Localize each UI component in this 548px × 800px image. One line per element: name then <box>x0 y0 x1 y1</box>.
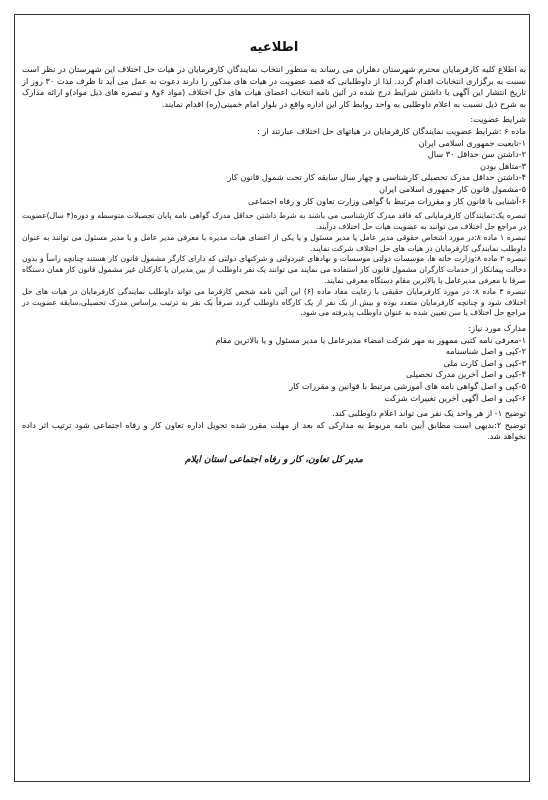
note-paragraph: تبصره یک:نمایندگان کارفرمایانی که فاقد مدرک کارشناسی می باشند به شرط داشتن حداقل مدرک گواهی نامه پایان تحصیلات متوسطه و دوره(۴ سال)عضویت در مراجع حل اختلاف می توانند به عضویت هیات حل اختلاف درآیند. <box>22 211 527 231</box>
documents-heading: مدارک مورد نیاز: <box>468 323 526 334</box>
document-item: ۱-معرفی نامه کتبی ممهور به مهر شرکت امضاء مدیرعامل یا مدیر مسئول و یا بالاترین مقام <box>215 334 526 345</box>
condition-item: ۶-آشنایی با قانون کار و مقررات مرتبط با گواهی وزارت تعاون کار و رفاه اجتماعی <box>248 195 526 206</box>
note-paragraph: تبصره ۳ ماده ۸: در مورد کارفرمایان حقیقی با رعایت مفاد ماده (۶) این آئین نامه شخص کارفرما می تواند داوطلب نمایندگی کارفرمایان در هیات های حل اختلاف شود و چنانچه کارفرمایان متعدد بوده و بیش از یک نفر از یک کارگاه داوطلب گردد صرفاً یک نفر به ترتیب براساس مدرک تحصیلی،سابقه عضویت در مراجع حل اختلاف یا سن تعیین شده به عنوان داوطلب پذیرفته می شود. <box>22 286 526 318</box>
article6-heading: ماده ۶ :شرایط عضویت نمایندگان کارفرمایان در هیاتهای حل اختلاف عبارتند از : <box>257 125 526 136</box>
note-paragraph: تبصره ۲ ماده ۸:وزارت خانه ها، موسسات دولتی موسسات و نهادهای غیردولتی و شرکتهای دولتی که دارای کارگر مشمول قانون کار هستند چنانچه راساً و بدون دخالت پیمانکار از خدمات کارگران مشمول قانون کار استفاده می نمایند می توانند یک نفر داوطلب از بین مدیران یا کارکنان غیر مشمول قانون کار همان دستگاه صرفا با معرفی مدیرعامل یا بالاترین مقام دستگاه معرفی نمایند. <box>22 254 526 285</box>
document-item: ۳-کپی و اصل کارت ملی <box>443 357 526 368</box>
explanation-item: توضیح ۲:بدیهی است مطابق آیین نامه مربوط به مدارکی که بعد از مهلت مقرر شده تحویل اداره تعاون کار و رفاه اجتماعی شود ترتیب اثر داده نخواهد شد. <box>22 419 526 442</box>
condition-item: ۲-داشتن سن حداقل ۳۰ سال <box>427 149 526 160</box>
note-paragraph: تبصره ۱ ماده ۸:در مورد اشخاص حقوقی مدیر عامل یا مدیر مسئول و یا یکی از اعضای هیات مدیره با معرفی مدیر عامل و یا مدیر مسئول می توانند به عنوان داوطلب نمایندگی کارفرمایان در هیات های حل اختلاف شرکت نمایند. <box>22 232 526 253</box>
explanation-item: توضیح ۱- از هر واحد یک نفر می تواند اعلام داوطلبی کند. <box>332 408 526 419</box>
conditions-heading: شرایط عضویت: <box>470 114 526 125</box>
document-item: ۴-کپی و اصل آخرین مدرک تحصیلی <box>406 369 526 380</box>
condition-item: ۳-متاهل بودن <box>480 160 526 171</box>
document-item: ۶-کپی و اصل آگهی آخرین تغییرات شرکت <box>384 392 526 403</box>
document-item: ۲-کپی و اصل شناسنامه <box>445 346 526 357</box>
document-item: ۵-کپی و اصل گواهی نامه های آموزشی مرتبط با قوانین و مقررات کار <box>289 381 526 392</box>
condition-item: ۱-تابعیت جمهوری اسلامی ایران <box>418 137 526 148</box>
intro-paragraph: به اطلاع کلیه کارفرمایان محترم شهرستان دهلران می رساند به منظور انتخاب نمایندگان کارفرمایان در هیات حل اختلاف این شهرستان در نظر است نسبت به برگزاری انتخابات اقدام گردد. لذا از داوطلبانی که قصد عضویت در هیات های مذکور را دارند دعوت به عمل می آید تا ظرف مدت ۳۰ روز از تاریخ انتشار این آگهی با داشتن شرایط درج شده در آئین نامه انتخاب اعضای هیات های حل اختلاف (مواد ۶و۸ و تبصره های ذیل مواد)و ارائه مدارک به شرح ذیل نسبت به اعلام داوطلبی به واحد روابط کار این اداره واقع در بلوار امام خمینی(ره) اقدام نمایند. <box>22 64 526 109</box>
condition-item: ۴-داشتن حداقل مدرک تحصیلی کارشناسی و چهار سال سابقه کار تحت شمول قانون کار <box>227 172 526 183</box>
signature: مدیر کل تعاون، کار و رفاه اجتماعی استان ایلام <box>184 455 364 466</box>
notice-content <box>22 30 526 467</box>
notice-title: اطلاعیه <box>249 40 299 55</box>
condition-item: ۵-مشمول قانون کار جمهوری اسلامی ایران <box>379 183 526 194</box>
